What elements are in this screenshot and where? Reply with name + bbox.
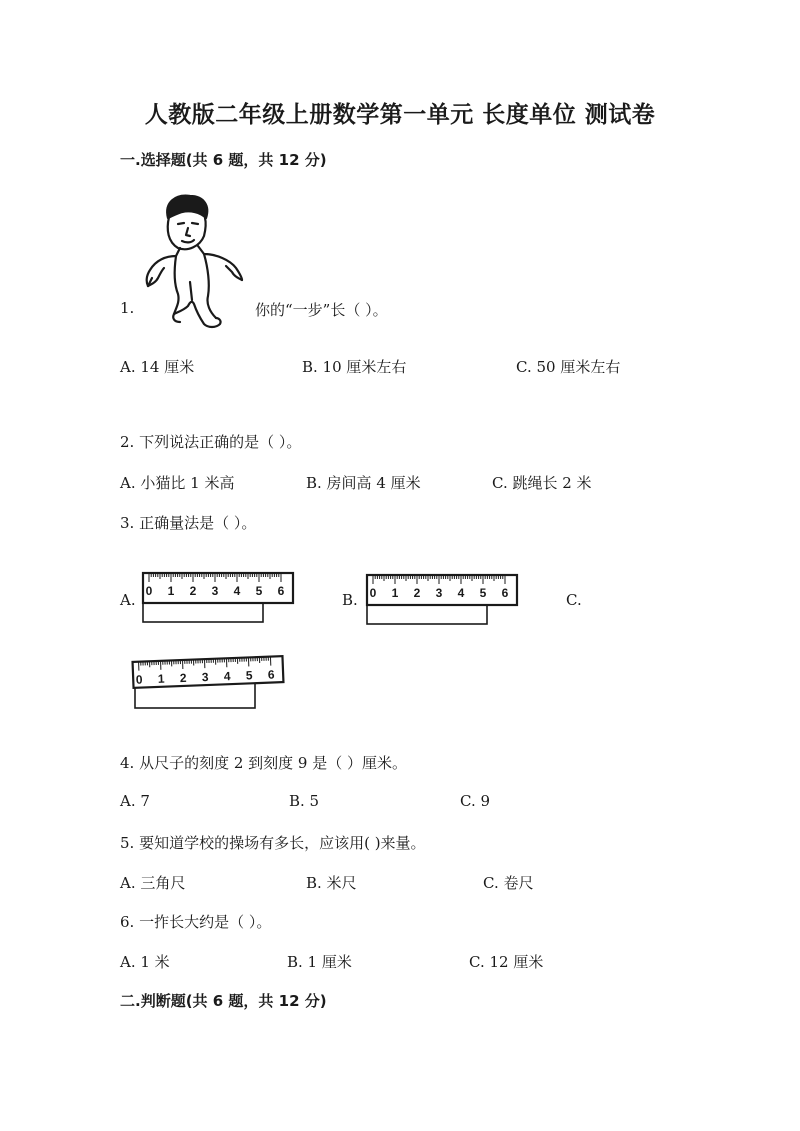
question-6-option-a[interactable]: A. 1 米 [120,953,170,971]
ruler-label: 6 [267,667,275,682]
question-5-option-c[interactable]: C. 卷尺 [483,874,534,892]
ruler-label: 5 [255,584,263,598]
ruler-label: 6 [277,584,285,598]
question-3-option-c[interactable]: C. [566,591,582,609]
question-1-number: 1. [120,299,135,317]
question-4-option-a[interactable]: A. 7 [120,792,150,810]
question-5-option-a[interactable]: A. 三角尺 [120,874,186,892]
question-2-text: 2. 下列说法正确的是（ ）。 [120,433,302,451]
ruler-label: 2 [179,670,187,686]
ruler-figure-a [140,570,296,626]
question-2-option-b[interactable]: B. 房间高 4 厘米 [306,474,421,492]
question-2-option-c[interactable]: C. 跳绳长 2 米 [492,474,592,492]
ruler-label: 0 [369,586,377,600]
question-6-text: 6. 一拃长大约是（ ）。 [120,913,272,931]
question-4-text: 4. 从尺子的刻度 2 到刻度 9 是（ ）厘米。 [120,754,408,772]
question-2-option-a[interactable]: A. 小猫比 1 米高 [120,474,235,492]
question-3-option-a[interactable]: A. [120,591,136,609]
ruler-label: 4 [223,669,231,684]
question-6-option-c[interactable]: C. 12 厘米 [469,953,544,971]
ruler-label: 2 [189,584,197,598]
section-heading-choice: 一.选择题(共 6 题，共 12 分) [120,151,327,169]
question-5-text: 5. 要知道学校的操场有多长，应该用( )来量。 [120,834,426,852]
question-1-option-c[interactable]: C. 50 厘米左右 [516,358,621,376]
question-5-option-b[interactable]: B. 米尺 [306,874,357,892]
ruler-label: 4 [457,586,465,600]
question-1-option-b[interactable]: B. 10 厘米左右 [302,358,407,376]
question-1-text: 你的“一步”长（ ）。 [255,301,388,319]
ruler-label: 6 [501,586,509,600]
question-1-option-a[interactable]: A. 14 厘米 [120,358,195,376]
ruler-label: 2 [413,586,421,600]
ruler-label: 0 [135,672,143,687]
page-title: 人教版二年级上册数学第一单元 长度单位 测试卷 [144,102,656,128]
question-3-text: 3. 正确量法是（ ）。 [120,514,257,532]
question-4-option-b[interactable]: B. 5 [289,792,320,810]
ruler-label: 3 [211,584,219,598]
ruler-label: 1 [391,586,399,600]
question-6-option-b[interactable]: B. 1 厘米 [287,953,352,971]
ruler-figure-c [130,652,286,710]
ruler-label: 1 [157,671,165,686]
ruler-label: 5 [245,668,253,683]
ruler-label: 5 [479,586,487,600]
ruler-label: 3 [201,669,209,685]
ruler-figure-b [364,572,520,628]
ruler-label: 4 [233,584,241,598]
person-illustration [138,190,250,332]
section-heading-judgment: 二.判断题(共 6 题，共 12 分) [120,992,327,1010]
question-3-option-b[interactable]: B. [342,591,358,609]
ruler-label: 0 [145,584,153,598]
ruler-label: 1 [167,584,175,598]
question-4-option-c[interactable]: C. 9 [460,792,491,810]
ruler-label: 3 [435,586,443,600]
